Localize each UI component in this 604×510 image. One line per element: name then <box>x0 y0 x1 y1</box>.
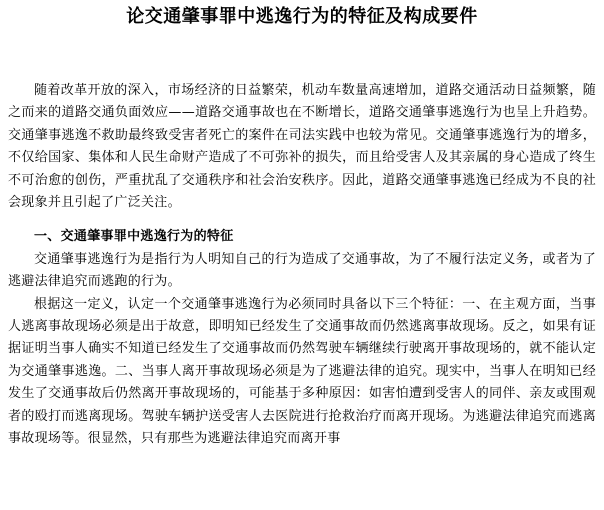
paragraph-spacer <box>8 214 596 226</box>
intro-paragraph: 随着改革开放的深入，市场经济的日益繁荣，机动车数量高速增加，道路交通活动日益频繁，随之而来的道路交通负面效应——道路交通事故也在不断增长，道路交通肇事逃逸行为也呈上升趋势。交通肇事逃逸不救助最终致受害者死亡的案件在司法实践中也较为常见。交通肇事逃逸行为的增多，不仅给国家、集体和人民生命财产造成了不可弥补的损失，而且给受害人及其亲属的身心造成了终生不可治愈的创伤，严重扰乱了交通秩序和社会治安秩序。因此，道路交通肇事逃逸已经成为不良的社会现象并且引起了广泛关注。 <box>8 83 596 211</box>
document-body <box>8 80 596 451</box>
definition-paragraph: 交通肇事逃逸行为是指行为人明知自己的行为造成了交通事故，为了不履行法定义务，或者为了逃避法律追究而逃跑的行为。 <box>8 251 596 290</box>
document-title: 论交通肇事罪中逃逸行为的特征及构成要件 <box>126 6 478 27</box>
section-heading: 一、交通肇事罪中逃逸行为的特征 <box>34 229 234 245</box>
features-paragraph: 根据这一定义，认定一个交通肇事逃逸行为必须同时具备以下三个特征：一、在主观方面，当事人逃离事故现场必须是出于故意，即明知已经发生了交通事故而仍然逃离事故现场。反之，如果有证据证明当事人确实不知道已经发生了交通事故而仍然驾驶车辆继续行驶离开事故现场的，就不能认定为交通肇事逃逸。二、当事人离开事故现场必须是为了逃避法律的追究。现实中，当事人在明知已经发生了交通事故后仍然离开事故现场的，可能基于多种原因：如害怕遭到受害人的同伴、亲友或围观者的殴打而逃离现场。驾驶车辆护送受害人去医院进行抢救治疗而离开现场。为逃避法律追究而逃离事故现场等。很显然，只有那些为逃避法律追究而离开事 <box>8 296 596 447</box>
